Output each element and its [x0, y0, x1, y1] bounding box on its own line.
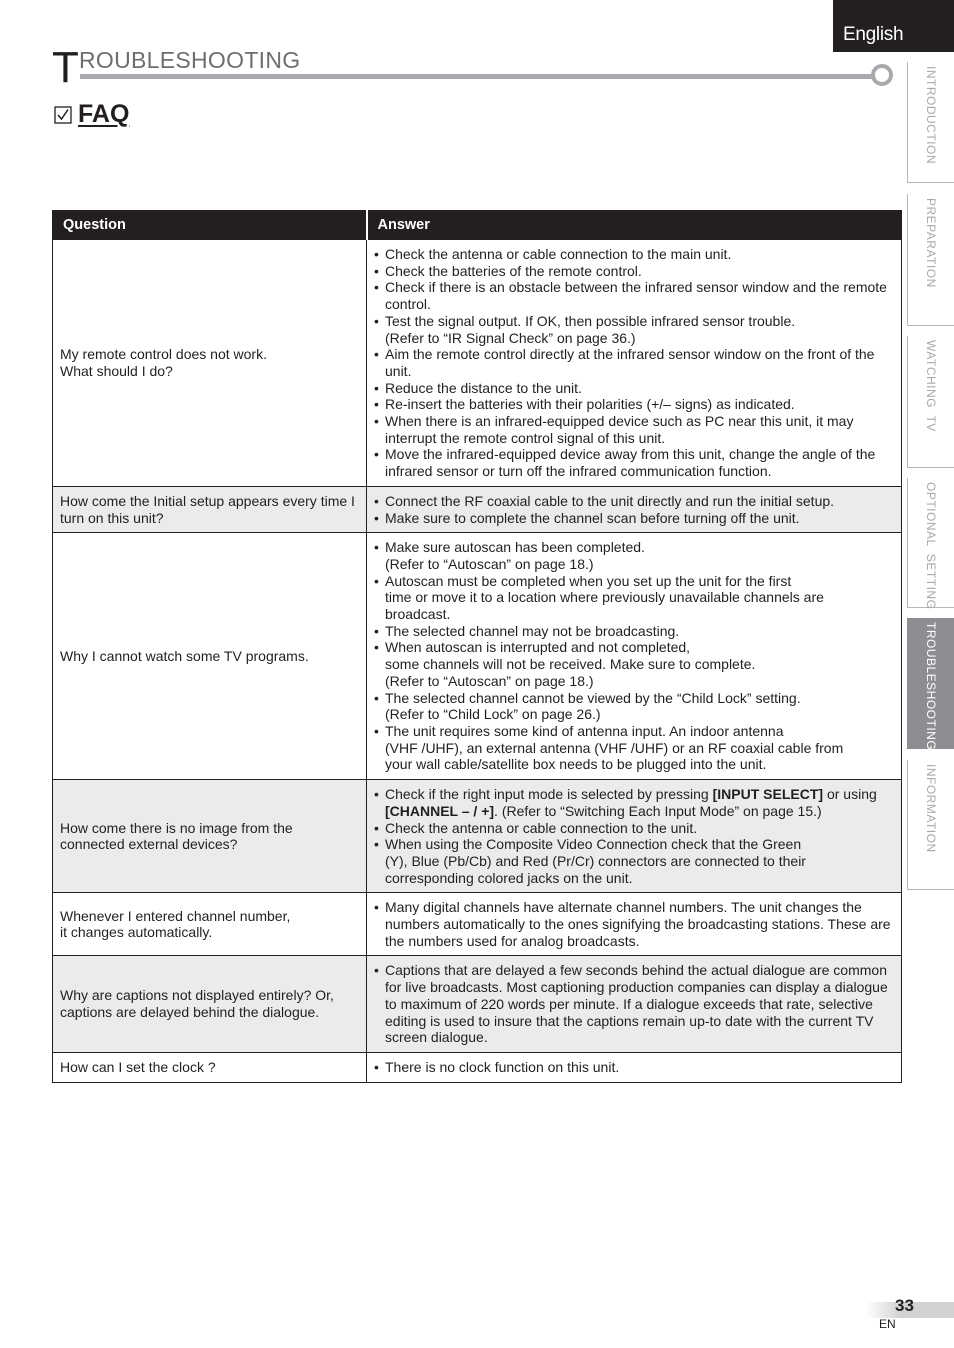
side-tab-label: WATCHING TV — [924, 340, 938, 432]
answer-text: • Make sure autoscan has been completed. — [385, 539, 645, 556]
answer-text: • The unit requires some kind of antenna input. An indoor antenna — [385, 722, 784, 739]
answer-text: • The selected channel may not be broadcasting. — [385, 622, 680, 639]
answer-text: • Aim the remote control directly at the infrared sensor window on the front of the unit. — [385, 346, 875, 379]
answer-item — [373, 246, 893, 263]
answer-text: time or move it to a location where previously unavailable channels are broadcast. — [385, 589, 824, 623]
answer-cell — [367, 240, 902, 487]
question-cell — [53, 780, 367, 893]
answer-text: some channels will not be received. Make sure to complete. — [385, 656, 756, 673]
answer-text: • Check the antenna or cable connection to the main unit. — [385, 246, 732, 262]
answer-item — [373, 263, 893, 280]
answer-text: • Autoscan must be completed when you set up the unit for the first — [385, 572, 792, 589]
answer-text: (Refer to “Autoscan” on page 18.) — [385, 555, 594, 572]
answer-item — [373, 639, 893, 689]
question-cell — [53, 533, 367, 780]
answer-text: your wall cable/satellite box needs to be plugged into the unit. — [385, 756, 767, 773]
question-text: Whenever I entered channel number, — [60, 907, 291, 924]
answer-cell — [367, 486, 902, 532]
side-tab-optional-setting[interactable] — [907, 478, 954, 608]
language-tab: English — [833, 0, 954, 52]
title-circle-ornament — [871, 64, 893, 86]
answer-item — [373, 380, 893, 397]
table-row — [53, 1052, 902, 1082]
answer-item — [373, 413, 893, 446]
answer-list — [373, 1059, 893, 1076]
side-tab-label: INTRODUCTION — [924, 66, 938, 164]
checkbox-icon — [54, 106, 72, 124]
answer-item — [373, 396, 893, 413]
question-text: How can I set the clock ? — [60, 1058, 216, 1075]
question-text: it changes automatically. — [60, 924, 213, 941]
answer-item — [373, 623, 893, 640]
answer-item — [373, 446, 893, 479]
answer-item — [373, 786, 893, 819]
answer-text: • Connect the RF coaxial cable to the unit directly and run the initial setup. — [385, 492, 835, 509]
answer-cell — [367, 956, 902, 1053]
answer-list — [373, 899, 893, 949]
language-code: EN — [879, 1317, 896, 1331]
answer-item — [373, 899, 893, 949]
answer-text: • Check the antenna or cable connection to the unit. — [385, 819, 698, 836]
question-text: What should I do? — [60, 362, 173, 379]
answer-item — [373, 962, 893, 1046]
answer-item — [373, 690, 893, 723]
side-tab-introduction[interactable] — [907, 62, 954, 183]
answer-list — [373, 246, 893, 480]
question-text: How come there is no image from the connected external devices? — [60, 819, 293, 853]
answer-cell — [367, 1052, 902, 1082]
answer-item — [373, 836, 893, 886]
question-text: How come the Initial setup appears every time I turn on this unit? — [60, 492, 355, 526]
faq-table — [52, 210, 902, 1083]
question-cell — [53, 956, 367, 1053]
question-cell — [53, 893, 367, 956]
answer-text: • Check if the right input mode is selected by pressing [INPUT SELECT] or using [CHANNEL – / +]. (Refer to “Switching Each Input Mode” on page 15.) — [385, 786, 877, 819]
question-cell — [53, 1052, 367, 1082]
answer-list — [373, 539, 893, 773]
answer-item — [373, 539, 893, 572]
answer-text: • When there is an infrared-equipped device such as PC near this unit, it may interrupt the remote control signal of this unit. — [385, 413, 854, 446]
title-initial: T — [52, 43, 79, 92]
answer-item — [373, 820, 893, 837]
faq-title: FAQ — [78, 100, 130, 128]
answer-text: • Reduce the distance to the unit. — [385, 379, 582, 396]
side-tab-label: OPTIONAL SETTING — [924, 482, 938, 610]
answer-text: • Move the infrared-equipped device away from this unit, change the angle of the infrared sensor or turn off the infrared communication function. — [385, 446, 876, 480]
title-rule — [80, 74, 876, 79]
side-tab-information[interactable] — [907, 760, 954, 890]
answer-item — [373, 573, 893, 623]
side-tab-label: INFORMATION — [924, 764, 938, 853]
table-row — [53, 956, 902, 1053]
answer-item — [373, 313, 893, 346]
page-number: 33 — [895, 1296, 914, 1315]
answer-list — [373, 962, 893, 1046]
answer-item — [373, 510, 893, 527]
answer-text: • Check the batteries of the remote control. — [385, 262, 642, 279]
answer-text: • Check if there is an obstacle between the infrared sensor window and the remote control. — [385, 279, 887, 313]
answer-text: • Test the signal output. If OK, then possible infrared sensor trouble. — [385, 312, 796, 329]
answer-column-header: Answer — [367, 211, 902, 240]
faq-table-body — [53, 240, 902, 1083]
side-tab-label: TROUBLESHOOTING — [924, 622, 938, 751]
answer-item — [373, 1059, 893, 1076]
answer-item — [373, 279, 893, 312]
answer-cell — [367, 533, 902, 780]
answer-cell — [367, 893, 902, 956]
question-text: My remote control does not work. — [60, 346, 267, 363]
table-row — [53, 486, 902, 532]
answer-list — [373, 786, 893, 886]
answer-cell — [367, 780, 902, 893]
side-tab-label: PREPARATION — [924, 198, 938, 288]
answer-text: (Y), Blue (Pb/Cb) and Red (Pr/Cr) connectors are connected to their — [385, 852, 806, 869]
question-text: Why are captions not displayed entirely? Or, captions are delayed behind the dialogue. — [60, 987, 334, 1021]
answer-text: • Re-insert the batteries with their polarities (+/– signs) as indicated. — [385, 396, 795, 413]
answer-text: • There is no clock function on this unit. — [385, 1058, 620, 1075]
answer-text: • The selected channel cannot be viewed by the “Child Lock” setting. — [385, 689, 801, 706]
side-tab-watching-tv[interactable] — [907, 336, 954, 468]
table-row — [53, 780, 902, 893]
answer-list — [373, 493, 893, 526]
table-row — [53, 893, 902, 956]
side-tab-preparation[interactable] — [907, 194, 954, 326]
answer-text: corresponding colored jacks on the unit. — [385, 869, 633, 886]
answer-text: (VHF /UHF), an external antenna (VHF /UHF) or an RF coaxial cable from — [385, 739, 844, 756]
question-column-header: Question — [53, 211, 367, 240]
table-row — [53, 533, 902, 780]
answer-text: • When using the Composite Video Connection check that the Green — [385, 836, 802, 853]
question-text: Why I cannot watch some TV programs. — [60, 647, 309, 664]
table-header-row — [53, 211, 902, 240]
answer-text: (Refer to “Child Lock” on page 26.) — [385, 706, 601, 723]
answer-item — [373, 493, 893, 510]
answer-text: • Make sure to complete the channel scan before turning off the unit. — [385, 509, 800, 526]
answer-text: • When autoscan is interrupted and not completed, — [385, 639, 691, 656]
title-rest: ROUBLESHOOTING — [79, 47, 301, 73]
answer-text: (Refer to “Autoscan” on page 18.) — [385, 672, 594, 689]
side-tab-troubleshooting[interactable] — [907, 618, 954, 749]
table-row — [53, 240, 902, 487]
answer-text: • Captions that are delayed a few seconds behind the actual dialogue are common for live broadcasts. Most captioning production companies can display a dialogue to maximum of 220 words per minute. If a dialogue exceeds that rate, selective editing is used to insure that the captions remain up-to date with the current TV screen dialogue. — [385, 962, 888, 1046]
answer-item — [373, 346, 893, 379]
section-heading — [54, 100, 129, 129]
answer-text: • Many digital channels have alternate channel numbers. The unit changes the numbers automatically to the ones signifying the broadcasting stations. These are the numbers used for analog broadcasts. — [385, 899, 891, 949]
question-cell — [53, 240, 367, 487]
question-cell — [53, 486, 367, 532]
answer-text: (Refer to “IR Signal Check” on page 36.) — [385, 329, 636, 346]
answer-item — [373, 723, 893, 773]
